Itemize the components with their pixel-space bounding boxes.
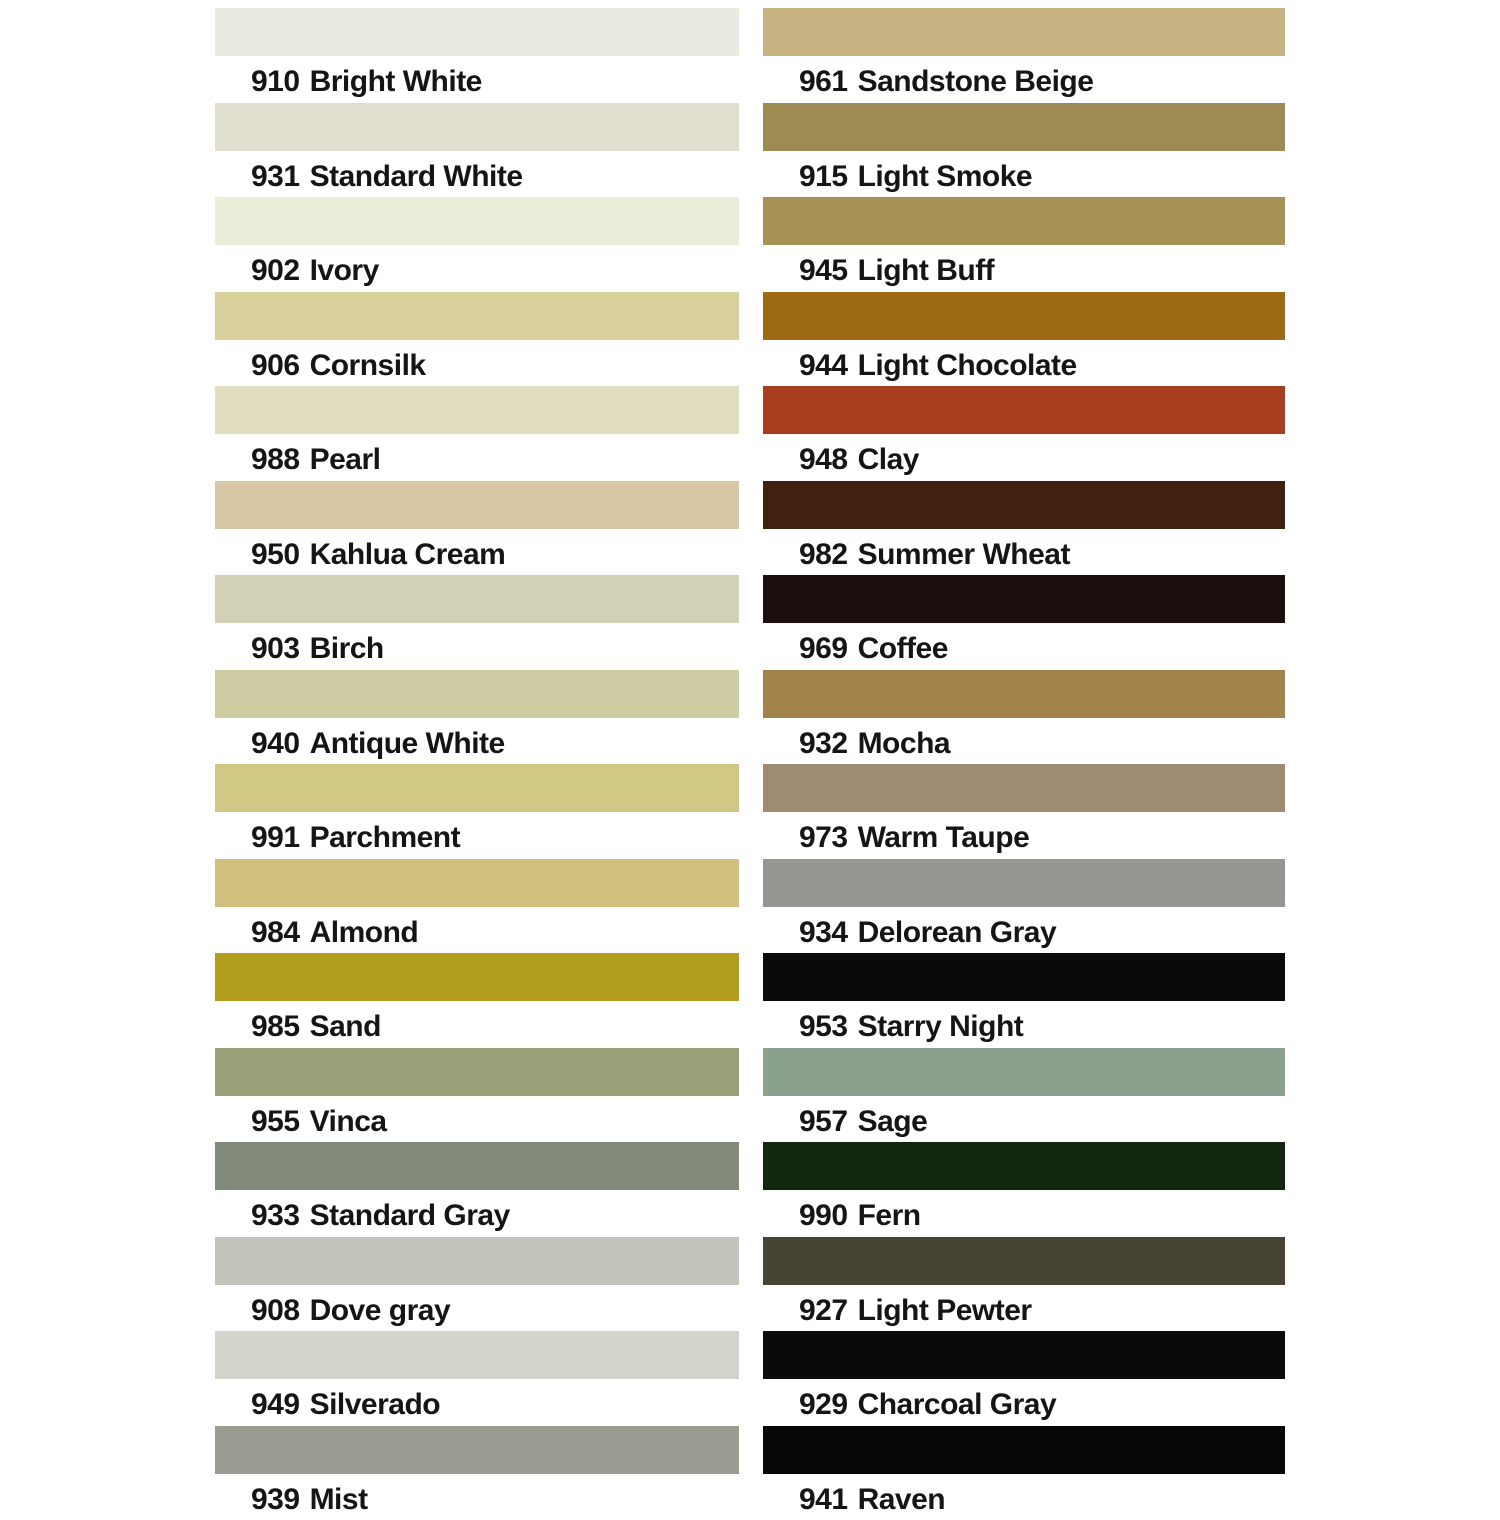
color-row: [763, 292, 1285, 387]
color-swatch: [215, 670, 739, 718]
color-row: [763, 1142, 1285, 1237]
color-label: [763, 1001, 1285, 1044]
color-row: [763, 481, 1285, 576]
color-row: [215, 1426, 739, 1520]
color-swatch: [215, 953, 739, 1001]
color-row: [215, 953, 739, 1048]
color-label: [215, 529, 739, 572]
color-swatch: [215, 764, 739, 812]
color-code: 944: [799, 349, 848, 382]
color-code: 988: [251, 443, 300, 476]
color-label: [215, 907, 739, 950]
color-label: [763, 245, 1285, 288]
color-label: [215, 1001, 739, 1044]
color-swatch: [215, 1426, 739, 1474]
color-swatch: [215, 1237, 739, 1285]
color-swatch: [763, 292, 1285, 340]
color-swatch: [215, 103, 739, 151]
color-code: 949: [251, 1388, 300, 1421]
color-row: [763, 8, 1285, 103]
color-name: Mocha: [858, 727, 951, 760]
color-name: Fern: [858, 1199, 921, 1232]
color-row: [763, 859, 1285, 954]
color-row: [763, 197, 1285, 292]
color-code: 940: [251, 727, 300, 760]
color-row: [215, 103, 739, 198]
color-swatch: [763, 386, 1285, 434]
color-name: Parchment: [310, 821, 461, 854]
color-name: Light Chocolate: [858, 349, 1077, 382]
color-code: 934: [799, 916, 848, 949]
color-swatch: [215, 575, 739, 623]
color-swatch: [215, 386, 739, 434]
color-row: [215, 575, 739, 670]
color-swatch: [215, 1048, 739, 1096]
color-name: Almond: [310, 916, 419, 949]
color-swatch: [215, 8, 739, 56]
color-label: [763, 623, 1285, 666]
color-swatch: [763, 764, 1285, 812]
color-label: [763, 1379, 1285, 1422]
color-code: 948: [799, 443, 848, 476]
color-row: [763, 103, 1285, 198]
color-row: [215, 1142, 739, 1237]
color-label: [215, 1474, 739, 1517]
color-swatch: [763, 859, 1285, 907]
color-code: 933: [251, 1199, 300, 1232]
color-swatch: [215, 859, 739, 907]
color-column-left: [215, 8, 739, 1520]
color-row: [763, 1331, 1285, 1426]
color-code: 984: [251, 916, 300, 949]
color-name: Dove gray: [310, 1294, 451, 1327]
color-swatch: [763, 103, 1285, 151]
color-name: Delorean Gray: [858, 916, 1057, 949]
color-name: Warm Taupe: [858, 821, 1030, 854]
color-label: [215, 340, 739, 383]
color-code: 931: [251, 160, 300, 193]
color-swatch: [763, 1237, 1285, 1285]
color-code: 932: [799, 727, 848, 760]
color-name: Kahlua Cream: [310, 538, 506, 571]
color-code: 945: [799, 254, 848, 287]
color-swatch: [763, 1426, 1285, 1474]
color-swatch: [763, 670, 1285, 718]
color-label: [215, 623, 739, 666]
color-label: [215, 434, 739, 477]
color-label: [763, 151, 1285, 194]
color-name: Ivory: [310, 254, 379, 287]
color-code: 955: [251, 1105, 300, 1138]
color-name: Sage: [858, 1105, 928, 1138]
color-row: [763, 1426, 1285, 1520]
color-row: [215, 1048, 739, 1143]
color-swatch: [215, 197, 739, 245]
color-row: [763, 386, 1285, 481]
color-row: [215, 8, 739, 103]
color-label: [215, 1096, 739, 1139]
color-code: 957: [799, 1105, 848, 1138]
color-swatch: [763, 8, 1285, 56]
color-swatch: [763, 953, 1285, 1001]
color-swatch: [215, 481, 739, 529]
color-name: Coffee: [858, 632, 948, 665]
color-swatch: [215, 1331, 739, 1379]
color-swatch: [763, 1048, 1285, 1096]
color-name: Pearl: [310, 443, 381, 476]
color-row: [215, 197, 739, 292]
color-name: Summer Wheat: [858, 538, 1070, 571]
color-label: [215, 1190, 739, 1233]
color-name: Mist: [310, 1483, 368, 1516]
color-code: 973: [799, 821, 848, 854]
color-code: 941: [799, 1483, 848, 1516]
color-name: Standard White: [310, 160, 523, 193]
color-label: [763, 907, 1285, 950]
color-label: [763, 56, 1285, 99]
color-label: [763, 434, 1285, 477]
color-code: 903: [251, 632, 300, 665]
color-swatch: [763, 1142, 1285, 1190]
color-name: Standard Gray: [310, 1199, 510, 1232]
color-swatch: [215, 1142, 739, 1190]
color-code: 910: [251, 65, 300, 98]
color-name: Vinca: [310, 1105, 387, 1138]
color-label: [763, 1096, 1285, 1139]
color-name: Sand: [310, 1010, 381, 1043]
color-name: Light Smoke: [858, 160, 1033, 193]
color-code: 939: [251, 1483, 300, 1516]
color-row: [763, 575, 1285, 670]
color-code: 950: [251, 538, 300, 571]
color-label: [215, 1285, 739, 1328]
color-row: [215, 1237, 739, 1332]
color-label: [215, 812, 739, 855]
color-row: [215, 670, 739, 765]
color-swatch: [215, 292, 739, 340]
color-row: [215, 859, 739, 954]
color-code: 982: [799, 538, 848, 571]
color-label: [215, 1379, 739, 1422]
color-row: [215, 481, 739, 576]
color-column-right: [763, 8, 1285, 1520]
color-code: 953: [799, 1010, 848, 1043]
color-code: 990: [799, 1199, 848, 1232]
color-row: [763, 953, 1285, 1048]
color-row: [763, 764, 1285, 859]
color-name: Charcoal Gray: [858, 1388, 1057, 1421]
color-row: [215, 292, 739, 387]
color-label: [763, 718, 1285, 761]
color-label: [763, 529, 1285, 572]
color-label: [763, 1474, 1285, 1517]
color-label: [763, 1190, 1285, 1233]
color-label: [215, 56, 739, 99]
color-name: Bright White: [310, 65, 482, 98]
color-name: Silverado: [310, 1388, 441, 1421]
color-row: [215, 386, 739, 481]
color-name: Light Pewter: [858, 1294, 1032, 1327]
color-row: [215, 764, 739, 859]
color-name: Raven: [858, 1483, 946, 1516]
color-code: 908: [251, 1294, 300, 1327]
color-code: 929: [799, 1388, 848, 1421]
color-code: 902: [251, 254, 300, 287]
color-label: [763, 812, 1285, 855]
color-name: Light Buff: [858, 254, 995, 287]
color-code: 915: [799, 160, 848, 193]
color-row: [215, 1331, 739, 1426]
color-label: [215, 718, 739, 761]
color-code: 969: [799, 632, 848, 665]
color-label: [215, 151, 739, 194]
color-swatch: [763, 575, 1285, 623]
color-name: Birch: [310, 632, 384, 665]
color-code: 961: [799, 65, 848, 98]
color-name: Clay: [858, 443, 919, 476]
color-code: 906: [251, 349, 300, 382]
color-swatch: [763, 197, 1285, 245]
color-label: [763, 340, 1285, 383]
color-label: [763, 1285, 1285, 1328]
color-code: 991: [251, 821, 300, 854]
color-code: 927: [799, 1294, 848, 1327]
color-name: Sandstone Beige: [858, 65, 1094, 98]
color-name: Starry Night: [858, 1010, 1024, 1043]
color-swatch: [763, 1331, 1285, 1379]
color-row: [763, 1048, 1285, 1143]
color-code: 985: [251, 1010, 300, 1043]
color-row: [763, 670, 1285, 765]
color-name: Antique White: [310, 727, 505, 760]
color-swatch: [763, 481, 1285, 529]
color-name: Cornsilk: [310, 349, 426, 382]
color-label: [215, 245, 739, 288]
color-row: [763, 1237, 1285, 1332]
